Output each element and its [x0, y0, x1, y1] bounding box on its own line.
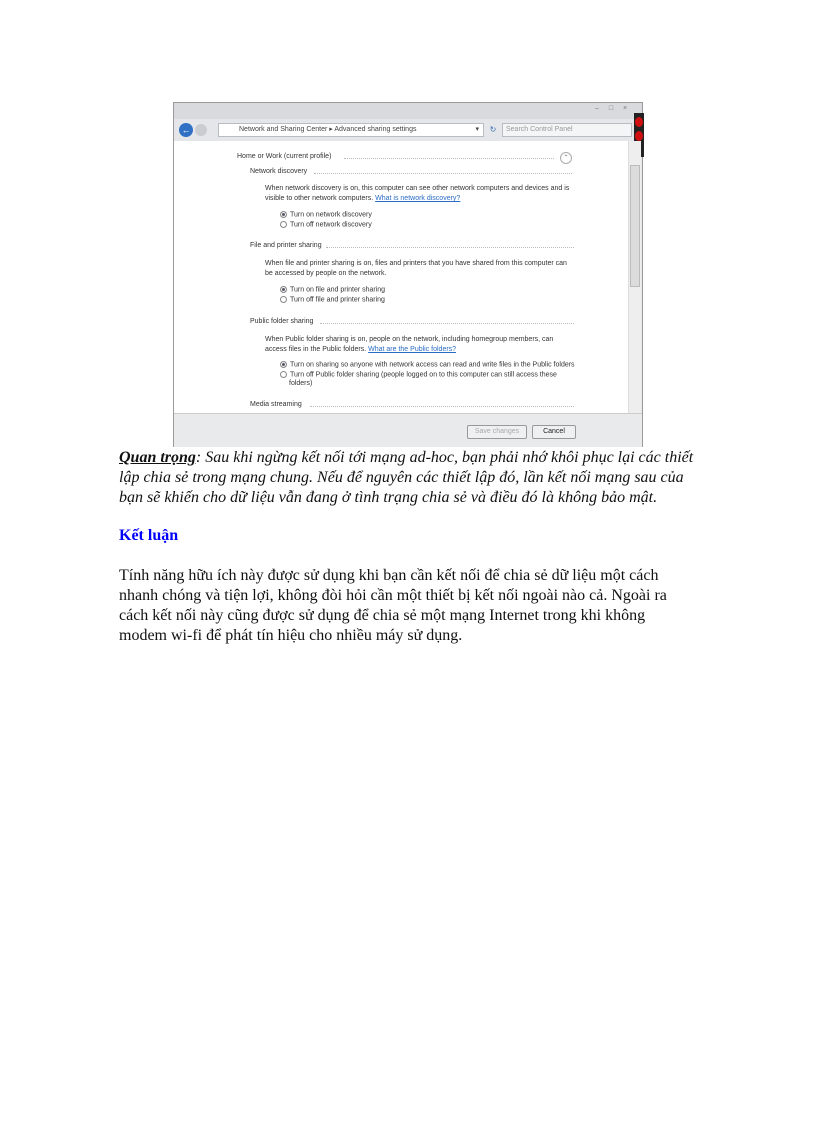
radio-label: Turn off network discovery [290, 221, 372, 229]
radio-selected-icon[interactable] [280, 211, 287, 218]
description: When network discovery is on, this computer can see other network computers and devices and is [265, 185, 570, 192]
radio-turn-off-discovery[interactable] [280, 221, 372, 228]
radio-label: Turn on network discovery [290, 211, 372, 219]
scrollbar-thumb[interactable] [630, 165, 640, 287]
important-note [119, 448, 699, 508]
forward-button[interactable] [195, 124, 207, 136]
radio-selected-icon[interactable] [280, 361, 287, 368]
description: When Public folder sharing is on, people on the network, including homegroup members, can [265, 336, 554, 343]
breadcrumb-network-center[interactable]: Network and Sharing Center [239, 126, 328, 133]
description: When file and printer sharing is on, files and printers that you have shared from this computer can [265, 260, 567, 267]
paragraph-line: modem wi-fi để phát tín hiệu cho nhiều máy sử dụng. [119, 627, 463, 644]
paragraph-line: cách kết nối này cũng được sử dụng để chia sẻ một mạng Internet trong khi không [119, 607, 646, 624]
close-icon[interactable]: × [622, 105, 628, 112]
breadcrumb-separator-icon: ▸ [329, 126, 335, 133]
divider [344, 158, 554, 159]
radio-label: Turn off Public folder sharing (people logged on to this computer can still access these [290, 371, 557, 379]
divider [326, 247, 574, 248]
divider [310, 406, 574, 407]
radio-turn-on-discovery[interactable] [280, 211, 372, 218]
cancel-button[interactable]: Cancel [532, 425, 576, 439]
public-folders-help-link[interactable]: What are the Public folders? [368, 346, 457, 353]
description: be accessed by people on the network. [265, 270, 387, 277]
paragraph-line: Tính năng hữu ích này được sử dụng khi bạn cần kết nối để chia sẻ dữ liệu một cách [119, 567, 659, 584]
conclusion-paragraph [119, 566, 699, 646]
radio-turn-on-public-sharing[interactable] [280, 361, 575, 368]
radio-selected-icon[interactable] [280, 286, 287, 293]
advanced-sharing-settings-screenshot [173, 102, 643, 447]
radio-icon[interactable] [280, 221, 287, 228]
title-bar [174, 103, 642, 119]
refresh-icon[interactable]: ↻ [489, 125, 497, 134]
network-discovery-help-link[interactable]: What is network discovery? [375, 195, 461, 202]
search-input[interactable]: Search Control Panel [502, 123, 632, 137]
collapse-icon[interactable]: ⌃ [560, 152, 572, 164]
note-line: : Sau khi ngừng kết nối tới mạng ad-hoc, bạn phải nhớ khôi phục lại các thiết [195, 449, 694, 466]
radio-label: Turn on sharing so anyone with network access can read and write files in the Public folders [290, 361, 575, 369]
profile-header[interactable]: Home or Work (current profile) [237, 153, 332, 160]
paragraph-line: nhanh chóng và tiện lợi, không đòi hỏi cần một thiết bị kết nối ngoài nào cả. Ngoài ra [119, 587, 667, 604]
breadcrumb-advanced-sharing[interactable]: Advanced sharing settings [334, 126, 417, 133]
section-title-file-printer: File and printer sharing [250, 242, 322, 249]
description: visible to other network computers. [265, 195, 374, 202]
save-changes-button[interactable]: Save changes [467, 425, 527, 439]
minimize-icon[interactable]: – [595, 105, 599, 112]
section-title-public-folder: Public folder sharing [250, 318, 314, 325]
divider [314, 173, 572, 174]
note-line: lập chia sẻ trong mạng chung. Nếu để nguyên các thiết lập đó, lần kết nối mạng sau của [119, 469, 684, 486]
radio-turn-off-public-sharing[interactable] [280, 371, 557, 378]
radio-label-continued: folders) [289, 380, 313, 387]
radio-label: Turn off file and printer sharing [290, 296, 385, 304]
section-title-media-streaming: Media streaming [250, 401, 302, 408]
dropdown-icon[interactable]: ▾ [475, 126, 479, 133]
address-bar[interactable] [218, 123, 484, 137]
note-label: Quan trọng [119, 449, 196, 466]
divider [320, 323, 574, 324]
back-button[interactable]: ← [179, 123, 193, 137]
radio-turn-off-file-sharing[interactable] [280, 296, 385, 303]
radio-icon[interactable] [280, 296, 287, 303]
section-title-network-discovery: Network discovery [250, 168, 308, 175]
radio-turn-on-file-sharing[interactable] [280, 286, 385, 293]
description: access files in the Public folders. [265, 346, 367, 353]
maximize-icon[interactable]: □ [608, 105, 614, 112]
conclusion-heading: Kết luận [119, 527, 179, 544]
note-line: bạn sẽ khiến cho dữ liệu vẫn đang ở tình trạng chia sẻ và điều đó là không bảo mật. [119, 489, 658, 506]
radio-label: Turn on file and printer sharing [290, 286, 386, 294]
radio-icon[interactable] [280, 371, 287, 378]
